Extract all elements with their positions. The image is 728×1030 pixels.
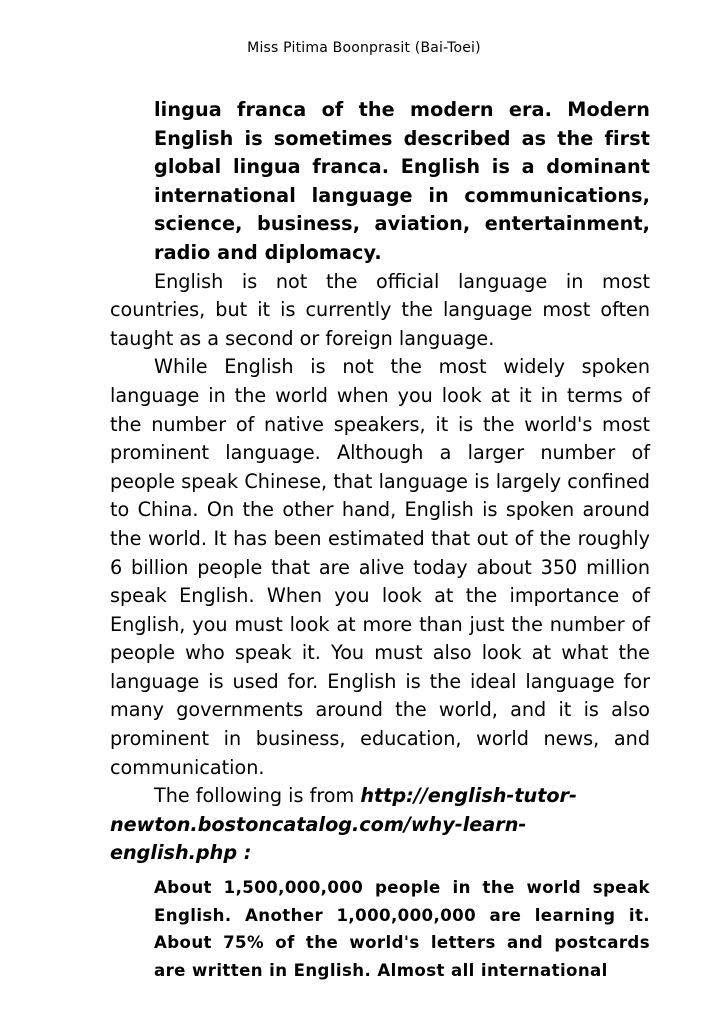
page-header: Miss Pitima Boonprasit (Bai-Toei) [247,40,481,56]
source-intro-text: The following is from [154,784,361,808]
paragraph-prominence: While English is not the most widely spoken language in the world when you look at it in terms of the number of native speakers, it is the world's most prominent language. Although a larger number of people speak Chinese, that language is largely confined to China. On the other hand, English is spoken around the world. It has been estimated that out of the roughly 6 billion people that are alive today about 350 million speak English. When you look at the importance of English, you must look at more than just the number of people who speak it. You must also look at what the language is used for. English is the ideal language for many governments around the world, and it is also prominent in business, education, world news, and communication. [110,355,650,779]
paragraph-source [110,782,650,868]
source-url-link[interactable]: http://english-tutor-newton.bostoncatalog.com/why-learn-english.php : [110,784,577,865]
document-body [110,96,650,984]
bold-quote-block: lingua franca of the modern era. Modern English is sometimes described as the first global lingua franca. English is a dominant international language in communications, science, business, aviation, entertainment, radio and diplomacy. [154,98,650,264]
paragraph-official-language: English is not the official language in most countries, but it is currently the language most often taught as a second or foreign language. [110,269,650,350]
small-quote-block: About 1,500,000,000 people in the world speak English. Another 1,000,000,000 are learning it. About 75% of the world's letters and postcards are written in English. Almost all international [154,878,650,980]
